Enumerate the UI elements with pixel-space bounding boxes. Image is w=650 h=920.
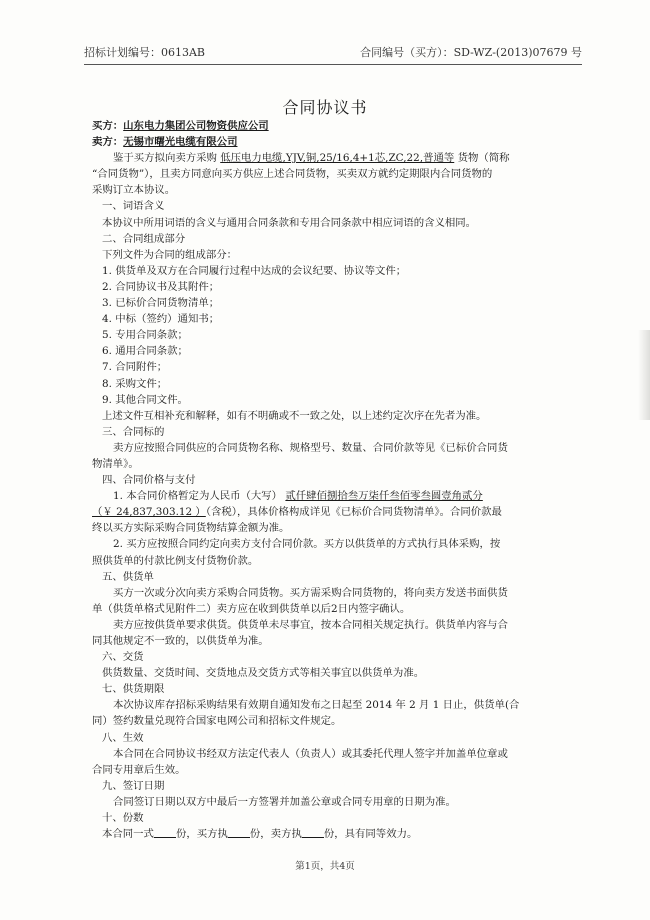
section-text: 份，买方执 bbox=[175, 828, 228, 841]
section-text: 同）签约数量兑现符合国家电网公司和招标文件规定。 bbox=[92, 715, 342, 728]
section-heading: 五、供货单 bbox=[102, 570, 154, 583]
section-text: 下列文件为合同的组成部分： bbox=[102, 248, 238, 261]
list-item: 7. 合同附件； bbox=[102, 361, 168, 374]
intro-line-2: “合同货物”），且卖方同意向买方供应上述合同货物，买卖双方就约定期限内合同货物的 bbox=[92, 168, 493, 181]
intro-text: 货物（简称 bbox=[457, 152, 510, 165]
list-item: 3. 已标价合同货物清单； bbox=[102, 297, 220, 310]
intro-text: 鉴于买方拟向卖方采购 bbox=[113, 152, 217, 165]
section-text: 本合同一式 bbox=[102, 828, 154, 841]
seller-label: 卖方： bbox=[92, 136, 124, 149]
section-heading: 六、交货 bbox=[102, 651, 144, 664]
page-header bbox=[84, 44, 582, 60]
section-text: 照供货单的付款比例支付货物价款。 bbox=[92, 554, 259, 567]
section-text: 合同专用章后生效。 bbox=[92, 763, 186, 776]
buyer-name: 山东电力集团公司物资供应公司 bbox=[123, 120, 269, 132]
amount-in-figures: （￥ 24,837,303.12 ） bbox=[92, 506, 206, 519]
list-item: 4. 中标（签约）通知书； bbox=[102, 313, 220, 326]
copies-line bbox=[92, 826, 576, 842]
section-text: 物清单》。 bbox=[92, 457, 139, 470]
section-heading: 九、签订日期 bbox=[102, 779, 165, 792]
document-body bbox=[92, 118, 576, 842]
price-line-1 bbox=[92, 488, 576, 504]
section-heading: 八、生效 bbox=[102, 731, 144, 744]
section-heading: 三、合同标的 bbox=[102, 425, 165, 438]
section-text: 供货数量、交货时间、交货地点及交货方式等相关事宜以供货单为准。 bbox=[102, 667, 425, 680]
section-text: 同其他规定不一致的，以供货单为准。 bbox=[92, 635, 269, 647]
section-heading: 一、词语含义 bbox=[102, 200, 165, 213]
section-heading: 二、合同组成部分 bbox=[102, 232, 186, 245]
section-text: 份，具有同等效力。 bbox=[323, 828, 418, 841]
section-text: 终以买方实际采购合同货物结算金额为准。 bbox=[92, 522, 290, 535]
section-heading: 七、供货期限 bbox=[102, 683, 165, 696]
copies-blank bbox=[154, 826, 176, 838]
list-item: 2. 合同协议书及其附件； bbox=[102, 280, 220, 293]
section-text: 卖方应按照合同供应的合同货物名称、规格型号、数量、合同价款等见《已标价合同货 bbox=[113, 441, 508, 454]
goods-description: 低压电力电缆,YJV,铜,25/16,4+1芯,ZC,22,普通等 bbox=[220, 152, 455, 165]
list-item: 1. 供货单及双方在合同履行过程中达成的会议纪要、协议等文件； bbox=[102, 264, 407, 277]
section-text: 本协议中所用词语的含义与通用合同条款和专用合同条款中相应词语的含义相同。 bbox=[102, 216, 477, 229]
section-text: 份，卖方执 bbox=[249, 828, 302, 841]
section-text: 卖方应按供货单要求供货。供货单未尽事宜，按本合同相关规定执行。供货单内容与合 bbox=[113, 618, 508, 631]
buyer-label: 买方： bbox=[92, 120, 124, 132]
section-text: 单（供货单格式见附件二）卖方应在收到供货单以后2日内签字确认。 bbox=[92, 602, 411, 615]
section-heading: 四、合同价格与支付 bbox=[102, 474, 196, 487]
page-number: 第1页，共4页 bbox=[295, 861, 355, 872]
section-text: 本合同在合同协议书经双方法定代表人（负责人）或其委托代理人签字并加盖单位章或 bbox=[113, 747, 508, 760]
section-text: 上述文件互相补充和解释，如有不明确或不一致之处，以上述约定次序在先者为准。 bbox=[102, 409, 487, 422]
document-title: 合同协议书 bbox=[282, 98, 368, 117]
buyer-line bbox=[92, 118, 576, 134]
amount-in-words: 贰仟肆佰捌拾叁万柒仟叁佰零叁圆壹角贰分 bbox=[285, 490, 483, 503]
header-divider bbox=[84, 64, 582, 65]
section-text: 本次协议库存招标采购结果有效期自通知发布之日起至 2014 年 2 月 1 日止，供货单(合 bbox=[113, 699, 520, 712]
seller-copies-blank bbox=[302, 826, 324, 838]
tender-plan-number: 招标计划编号：0613AB bbox=[84, 46, 206, 59]
section-text: 1. 本合同价格暂定为人民币（大写） bbox=[113, 490, 283, 503]
section-text: 合同签订日期以双方中最后一方签署并加盖公章或合同专用章的日期为准。 bbox=[113, 795, 456, 808]
section-text: 买方一次或分次向卖方采购合同货物。买方需采购合同货物的，将向卖方发送书面供货 bbox=[113, 586, 508, 599]
list-item: 8. 采购文件； bbox=[102, 377, 168, 390]
buyer-copies-blank bbox=[228, 826, 250, 838]
section-text: （含税），具体价格构成详见《已标价合同货物清单》。合同价款最 bbox=[205, 506, 502, 519]
list-item: 9. 其他合同文件。 bbox=[102, 393, 188, 406]
section-heading: 十、份数 bbox=[102, 812, 144, 825]
contract-number: 合同编号（买方）：SD-WZ-(2013)07679 号 bbox=[360, 46, 582, 59]
seller-line bbox=[92, 134, 576, 150]
seller-name: 无锡市曙光电缆有限公司 bbox=[123, 136, 238, 149]
seal-edge-mark bbox=[638, 330, 650, 420]
intro-line-1 bbox=[92, 150, 576, 166]
intro-line-3: 采购订立本协议。 bbox=[92, 184, 176, 197]
list-item: 6. 通用合同条款； bbox=[102, 345, 188, 358]
section-text: 2. 买方应按照合同约定向卖方支付合同价款。买方以供货单的方式执行具体采购，按 bbox=[113, 538, 501, 551]
list-item: 5. 专用合同条款； bbox=[102, 329, 188, 342]
price-line-2 bbox=[92, 504, 576, 520]
